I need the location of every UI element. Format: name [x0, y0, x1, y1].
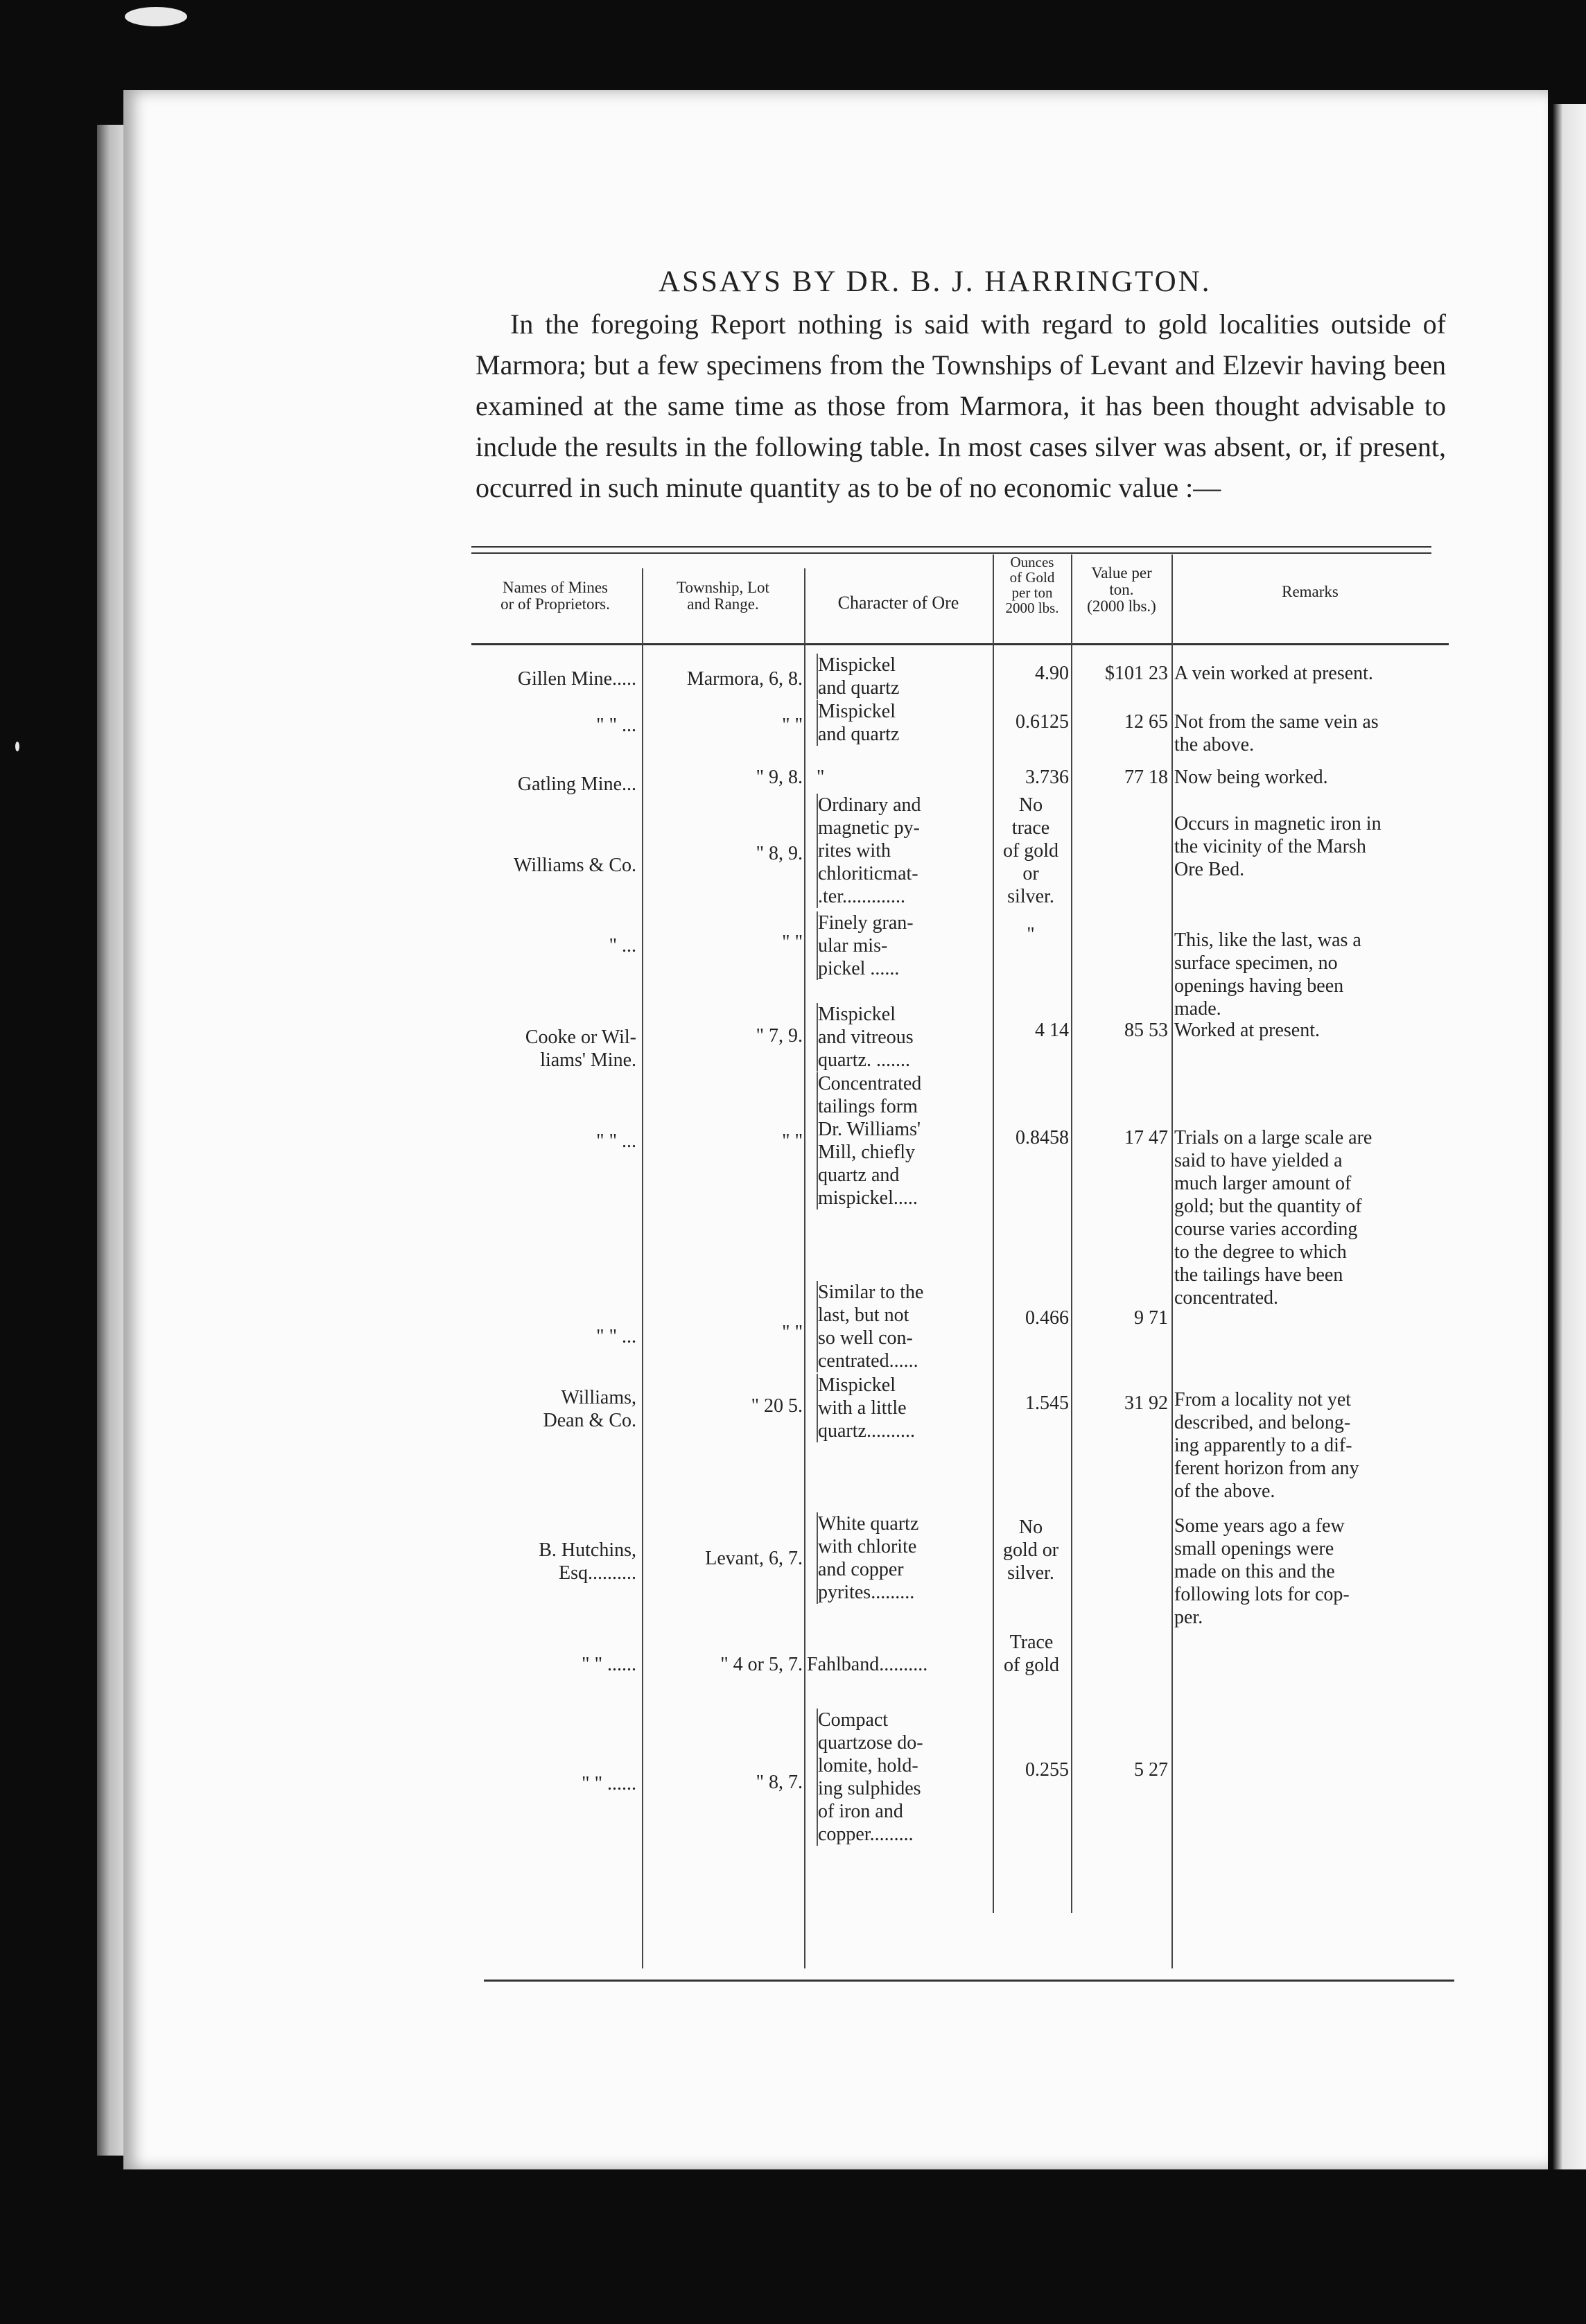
table-cell-ore: Fahlband..........	[807, 1654, 928, 1675]
scan-speck	[125, 7, 187, 26]
table-cell-name: Williams & Co.	[514, 855, 636, 876]
table-cell-ounces: "	[1027, 924, 1035, 945]
table-cell-remarks: A vein worked at present.	[1174, 663, 1373, 684]
table-cell-remarks: Trials on a large scale are said to have yielded a much larger amount of gold; but the quantity of course varies according to the degree to which the tailings have been concentrated.	[1174, 1127, 1372, 1309]
table-cell-ounces: 3.736	[1025, 767, 1069, 788]
table-cell-township: " 20 5.	[751, 1395, 803, 1417]
table-cell-ore: Finely gran- ular mis- pickel ......	[817, 911, 988, 980]
table-cell-township: " 7, 9.	[756, 1025, 803, 1047]
table-cell-remarks: Some years ago a few small openings were made on this and the following lots for cop- per.	[1174, 1515, 1350, 1628]
table-cell-township: " 8, 7.	[756, 1772, 803, 1793]
table-cell-value: 5 27	[1134, 1759, 1168, 1781]
page-title: ASSAYS BY DR. B. J. HARRINGTON.	[659, 265, 1212, 298]
table-cell-remarks: Not from the same vein as the above.	[1174, 711, 1379, 755]
header-township: Township, Lot and Range.	[677, 579, 769, 613]
table-cell-value: 12 65	[1124, 711, 1168, 733]
table-cell-township: Levant, 6, 7.	[705, 1548, 803, 1569]
table-cell-ore: White quartz with chlorite and copper pyrites.........	[817, 1512, 988, 1604]
table-cell-township: " 4 or 5, 7.	[720, 1654, 803, 1675]
table-cell-township: " 8, 9.	[756, 843, 803, 864]
book-spine-left	[97, 125, 125, 2156]
table-cell-ore: Mispickel and vitreous quartz. .......	[817, 1003, 988, 1072]
table-cell-ounces: 0.255	[1025, 1759, 1069, 1781]
intro-paragraph: In the foregoing Report nothing is said with regard to gold localities outside of Marmora; but a few specimens from the Townships of Levant and Elzevir having been examined at the same time as those from Marmora, it has been thought advisable to include the results in the following table. In most cases silver was absent, or, if present, occurred in such minute quantity as to be of no economic value :—	[476, 308, 1446, 503]
column-divider	[993, 554, 994, 1913]
table-cell-ounces: Trace of gold	[1003, 1632, 1060, 1676]
table-cell-ounces: 0.8458	[1016, 1127, 1069, 1148]
table-cell-ore: Ordinary and magnetic py- rites with chloriticmat- .ter.............	[817, 794, 988, 908]
table-cell-ore: Similar to the last, but not so well con- centrated......	[817, 1281, 988, 1372]
column-divider	[1071, 554, 1072, 1913]
table-cell-value: 9 71	[1134, 1307, 1168, 1329]
column-divider	[1171, 554, 1173, 1968]
table-cell-township: " "	[782, 1322, 803, 1343]
header-ounces-of-gold: Ounces of Gold per ton 2000 lbs.	[1005, 554, 1059, 616]
column-divider	[804, 568, 805, 1968]
table-cell-township: Marmora, 6, 8.	[686, 668, 803, 690]
header-names-of-mines: Names of Mines or of Proprietors.	[500, 579, 610, 613]
table-cell-name: " " ......	[582, 1654, 636, 1675]
header-bottom-rule	[471, 643, 1449, 645]
table-cell-ounces: 4.90	[1035, 663, 1069, 684]
table-cell-name: Gillen Mine.....	[517, 668, 636, 690]
table-cell-value: 77 18	[1124, 767, 1168, 788]
table-cell-ore: "	[817, 767, 825, 788]
table-cell-ore: Concentrated tailings form Dr. Williams' Mill, chiefly quartz and mispickel.....	[817, 1072, 988, 1209]
table-cell-value: 17 47	[1124, 1127, 1168, 1148]
table-cell-name: " " ......	[582, 1773, 636, 1794]
table-cell-remarks: Worked at present.	[1174, 1020, 1320, 1041]
table-cell-township: " "	[782, 932, 803, 953]
header-value-per-ton: Value per ton. (2000 lbs.)	[1087, 564, 1156, 615]
table-cell-township: " "	[782, 715, 803, 736]
table-cell-name: " ...	[609, 935, 636, 956]
table-cell-ounces: No gold or silver.	[1002, 1517, 1059, 1584]
table-cell-name: " " ...	[596, 1326, 636, 1347]
table-cell-value: 31 92	[1124, 1392, 1168, 1414]
table-cell-ounces: 1.545	[1025, 1392, 1069, 1414]
table-cell-ore: Mispickel and quartz	[817, 700, 988, 746]
table-cell-name: " " ...	[596, 715, 636, 736]
table-cell-name: B. Hutchins, Esq..........	[539, 1539, 636, 1584]
table-cell-remarks: Now being worked.	[1174, 767, 1328, 788]
table-cell-ore: Compact quartzose do- lomite, hold- ing sulphides of iron and copper.........	[817, 1709, 988, 1846]
table-cell-township: " "	[782, 1130, 803, 1152]
scan-speck	[15, 742, 19, 751]
table-cell-name: Cooke or Wil- liams' Mine.	[525, 1026, 636, 1071]
table-cell-ore: Mispickel with a little quartz..........	[817, 1374, 988, 1442]
table-cell-township: " 9, 8.	[756, 767, 803, 788]
table-cell-remarks: Occurs in magnetic iron in the vicinity of the Marsh Ore Bed.	[1174, 813, 1382, 880]
table-cell-name: Williams, Dean & Co.	[543, 1387, 636, 1431]
table-cell-name: Gatling Mine...	[517, 774, 636, 795]
table-cell-ounces: 4 14	[1035, 1020, 1069, 1041]
table-cell-value: 85 53	[1124, 1020, 1168, 1041]
table-top-rule	[471, 552, 1431, 554]
table-cell-remarks: From a locality not yet described, and belong- ing apparently to a dif- ferent horizon from any of the above.	[1174, 1389, 1359, 1502]
header-character-of-ore: Character of Ore	[837, 593, 959, 613]
table-cell-remarks: This, like the last, was a surface specimen, no openings having been made.	[1174, 929, 1361, 1020]
table-cell-value: $101 23	[1105, 663, 1168, 684]
table-cell-ounces: 0.466	[1025, 1307, 1069, 1329]
table-bottom-rule	[484, 1980, 1454, 1982]
book-spine-right	[1553, 104, 1586, 2169]
table-cell-ounces: 0.6125	[1016, 711, 1069, 733]
table-top-rule	[471, 546, 1431, 548]
table-cell-ore: Mispickel and quartz	[817, 654, 988, 699]
table-cell-ounces: No trace of gold or silver.	[1002, 794, 1059, 907]
table-cell-name: " " ...	[596, 1130, 636, 1152]
header-remarks: Remarks	[1282, 583, 1339, 600]
